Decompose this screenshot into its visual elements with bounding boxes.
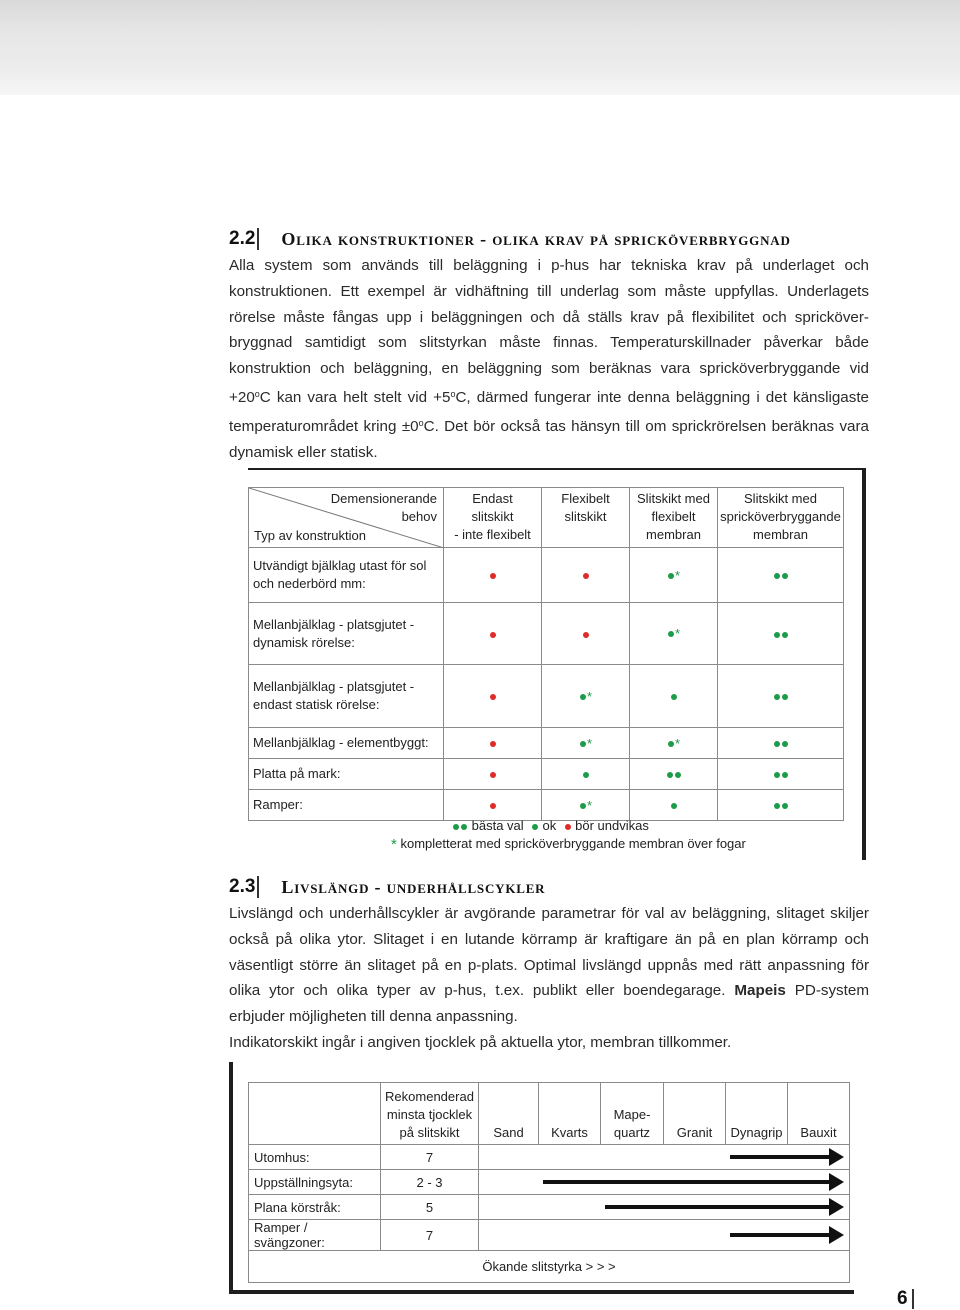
thickness-value: 7 [381,1145,479,1170]
corner-top-line1: Demensionerande [330,491,437,506]
col-header-line: Endast [472,491,513,506]
green-dot-icon [671,694,677,700]
col-header-sand [479,1083,539,1145]
star-icon: * [586,736,593,752]
green-dot-icon [774,741,780,747]
body-part-a: Alla system som används till beläggning i p-hus har tekniska krav på underlaget och konstruktionen. Ett exempel är vidhäftning till underlag som måste uppfyllas. Underlagets rörelse måste fångas upp i beläggningen och då ställs krav på flexibilitet och spricköver-bryggnad samtidigt som slitstyrkan måste finnas. Temperaturskillnader påverkar både konstruktion och beläggning, en beläggning som beräknas vara spricköverbryggande vid +20 [229,257,869,406]
col-header-line: flexibelt [651,509,696,524]
red-dot-icon [490,694,496,700]
table2-frame-bottom [229,1290,854,1294]
table-row [249,548,844,603]
corner-top-line2: behov [401,509,437,524]
body-part-c: C, därmed fungerar inte denna beläggning i det känsligaste temperaturområdet kring ±0 [229,388,869,435]
col-header-granit [664,1083,726,1145]
green-dot-icon [782,772,788,778]
mark-cell [718,728,844,759]
thickness-value: 5 [381,1195,479,1220]
green-dot-icon [668,573,674,579]
body-part-c: Indikatorskikt ingår i angiven tjocklek på aktuella ytor, membran tillkommer. [229,1033,732,1051]
mark-cell [718,759,844,790]
col-header-line: membran [753,527,808,542]
green-dot-icon [668,741,674,747]
table1-frame-right [862,468,866,860]
col-header-line: Mape- [613,1107,651,1122]
mark-cell [444,665,542,728]
corner-bottom-label: Typ av konstruktion [254,528,366,543]
strength-arrow-cell [479,1220,850,1251]
green-dot-icon [774,772,780,778]
section-2-3-body [229,901,869,1056]
red-dot-icon [565,824,571,830]
green-dot-icon [461,824,467,830]
green-dot-icon [671,803,677,809]
col-header-dynagrip [726,1083,788,1145]
green-dot-icon [782,741,788,747]
legend-star-note [391,836,746,853]
green-dot-icon [782,803,788,809]
col-header-mapequartz [601,1083,664,1145]
section-divider [257,876,259,898]
col-header-line: slitskikt [564,509,607,524]
col-header-line: Dynagrip [730,1125,783,1140]
col-header-flex-membran [630,488,718,548]
green-dot-icon [782,694,788,700]
table-row [249,1170,850,1195]
table-row [249,759,844,790]
arrow-right-icon [730,1233,830,1237]
page-number [897,1288,914,1310]
green-dot-icon [583,772,589,778]
section-2-2-heading [229,227,791,251]
row-label-line: Mellanbjälklag - platsgjutet - [253,616,415,632]
row-label: Utomhus: [249,1145,381,1170]
mark-cell [542,728,630,759]
body-part-d: C. Det bör också tas hänsyn till om sprickrörelsen beräknas vara dynamisk eller statisk. [229,417,870,461]
mark-cell [542,665,630,728]
table-row [249,1145,850,1170]
row-label-line: dynamisk rörelse: [253,634,355,650]
mark-cell [444,728,542,759]
thickness-value: 2 - 3 [381,1170,479,1195]
col-header-flexibelt [542,488,630,548]
green-dot-icon [675,772,681,778]
body-part-a: Livslängd och underhållscykler är avgörande parametrar för val av beläggning, slitaget skiljer också på olika ytor. Slitaget i en lutande körramp är kraftigare än på en plan körramp och väsentligt större än slitaget på en p-plats. Optimal livslängd uppnås med rätt anpassning för olika ytor och olika typer av p-hus, t.ex. publikt eller boendegarage. [229,905,869,1000]
star-icon: * [674,568,681,584]
row-label-line: Mellanbjälklag - platsgjutet - [253,679,415,694]
table-row [249,1195,850,1220]
row-label-line: och nederbörd mm: [253,576,366,591]
corner-top-label [331,490,437,526]
brand-name: Mapeis [734,982,786,1000]
mark-cell [542,548,630,603]
section-title: Livslängd - underhållscykler [281,876,546,897]
row-label: Ramper / svängzoner: [249,1220,381,1251]
red-dot-icon [490,772,496,778]
red-dot-icon [490,803,496,809]
col-header-line: Sand [493,1125,524,1140]
green-dot-icon [774,694,780,700]
strength-arrow-cell [479,1195,850,1220]
requirements-table [248,487,844,821]
mark-cell [718,603,844,665]
mark-cell [444,790,542,821]
col-header-line: minsta tjocklek [386,1107,473,1122]
col-header-line: membran [646,527,701,542]
red-dot-icon [583,573,589,579]
arrow-right-icon [605,1205,830,1209]
legend-best: bästa val [471,818,524,833]
table2-corner-cell [249,1083,381,1145]
mark-cell [444,548,542,603]
mark-cell [542,790,630,821]
row-label-line: Utvändigt bjälklag utast för sol [253,558,427,573]
page-number-divider [912,1289,914,1309]
table2-frame-left [229,1062,233,1294]
green-dot-icon [580,803,586,809]
red-dot-icon [490,632,496,638]
degree-sign: o [418,417,424,428]
col-header-kvarts [539,1083,601,1145]
legend-line [452,818,649,833]
legend-avoid: bör undvikas [575,818,649,833]
green-dot-icon [782,632,788,638]
legend-ok: ok [542,818,557,833]
row-label [249,603,444,665]
body-part-b: PD-system erbjuder möjligheten till denna anpassning. [229,982,869,1026]
page-number-text: 6 [897,1288,908,1309]
top-band [0,0,960,95]
star-icon: * [674,736,681,752]
mark-cell [444,759,542,790]
row-label: Platta på mark: [249,759,444,790]
body-part-b: C kan vara helt stelt vid +5 [259,388,451,406]
arrow-right-icon [730,1155,830,1159]
thickness-table [248,1082,850,1283]
table-row [249,665,844,728]
section-number: 2.2 [229,228,256,249]
arrow-right-icon [543,1180,830,1184]
green-dot-icon [774,632,780,638]
section-divider [257,228,259,250]
row-label: Mellanbjälklag - elementbyggt: [249,728,444,759]
mark-cell [718,790,844,821]
table1-corner-cell [249,488,444,548]
row-label [249,665,444,728]
mark-cell [542,603,630,665]
mark-cell [630,603,718,665]
col-header-endast [444,488,542,548]
col-header-line: Slitskikt med [744,491,817,506]
col-header-thickness [381,1083,479,1145]
green-dot-icon [580,694,586,700]
section-2-3-heading [229,875,545,899]
green-dot-icon [580,741,586,747]
thickness-value: 7 [381,1220,479,1251]
col-header-line: Flexibelt [561,491,610,506]
col-header-line: spricköverbryggande [720,509,841,524]
green-dot-icon [774,573,780,579]
table-row [249,790,844,821]
green-dot-icon [532,824,538,830]
mark-cell [718,665,844,728]
col-header-line: Granit [676,1125,713,1140]
col-header-bauxit [788,1083,850,1145]
table1-frame-top [248,468,866,470]
red-dot-icon [490,741,496,747]
col-header-line: Bauxit [800,1125,837,1140]
strength-arrow-cell [479,1170,850,1195]
star-icon: * [586,798,593,814]
row-label-line: endast statisk rörelse: [253,697,380,712]
mark-cell [630,759,718,790]
mark-cell [630,548,718,603]
star-icon: * [391,836,397,854]
mark-cell [630,665,718,728]
col-header-line: Kvarts [551,1125,588,1140]
table-row [249,1220,850,1251]
row-label: Plana körstråk: [249,1195,381,1220]
red-dot-icon [490,573,496,579]
table-row [249,728,844,759]
col-header-line: Slitskikt med [637,491,710,506]
mark-cell [718,548,844,603]
row-label: Uppställningsyta: [249,1170,381,1195]
green-dot-icon [667,772,673,778]
green-dot-icon [782,573,788,579]
section-number: 2.3 [229,876,256,897]
col-header-line: på slitskikt [399,1125,460,1140]
mark-cell [542,759,630,790]
star-icon: * [674,626,681,642]
strength-footer: Ökande slitstyrka > > > [249,1251,850,1283]
col-header-line: quartz [613,1125,651,1140]
section-title: Olika konstruktioner - olika krav på spricköverbryggnad [281,228,791,249]
table-row [249,603,844,665]
mark-cell [444,603,542,665]
degree-sign: o [254,388,260,399]
col-header-line: Rekomenderad [385,1089,474,1104]
col-header-line: slitskikt [471,509,514,524]
green-dot-icon [453,824,459,830]
row-label [249,548,444,603]
mark-cell [630,790,718,821]
green-dot-icon [668,631,674,637]
green-dot-icon [774,803,780,809]
star-icon: * [586,689,593,705]
col-header-spricka-membran [718,488,844,548]
col-header-line: - inte flexibelt [454,527,531,542]
legend-star-text: kompletterat med spricköverbryggande membran över fogar [400,836,746,851]
section-2-2-body [229,253,869,465]
degree-sign: o [450,388,456,399]
mark-cell [630,728,718,759]
strength-arrow-cell [479,1145,850,1170]
red-dot-icon [583,632,589,638]
row-label: Ramper: [249,790,444,821]
